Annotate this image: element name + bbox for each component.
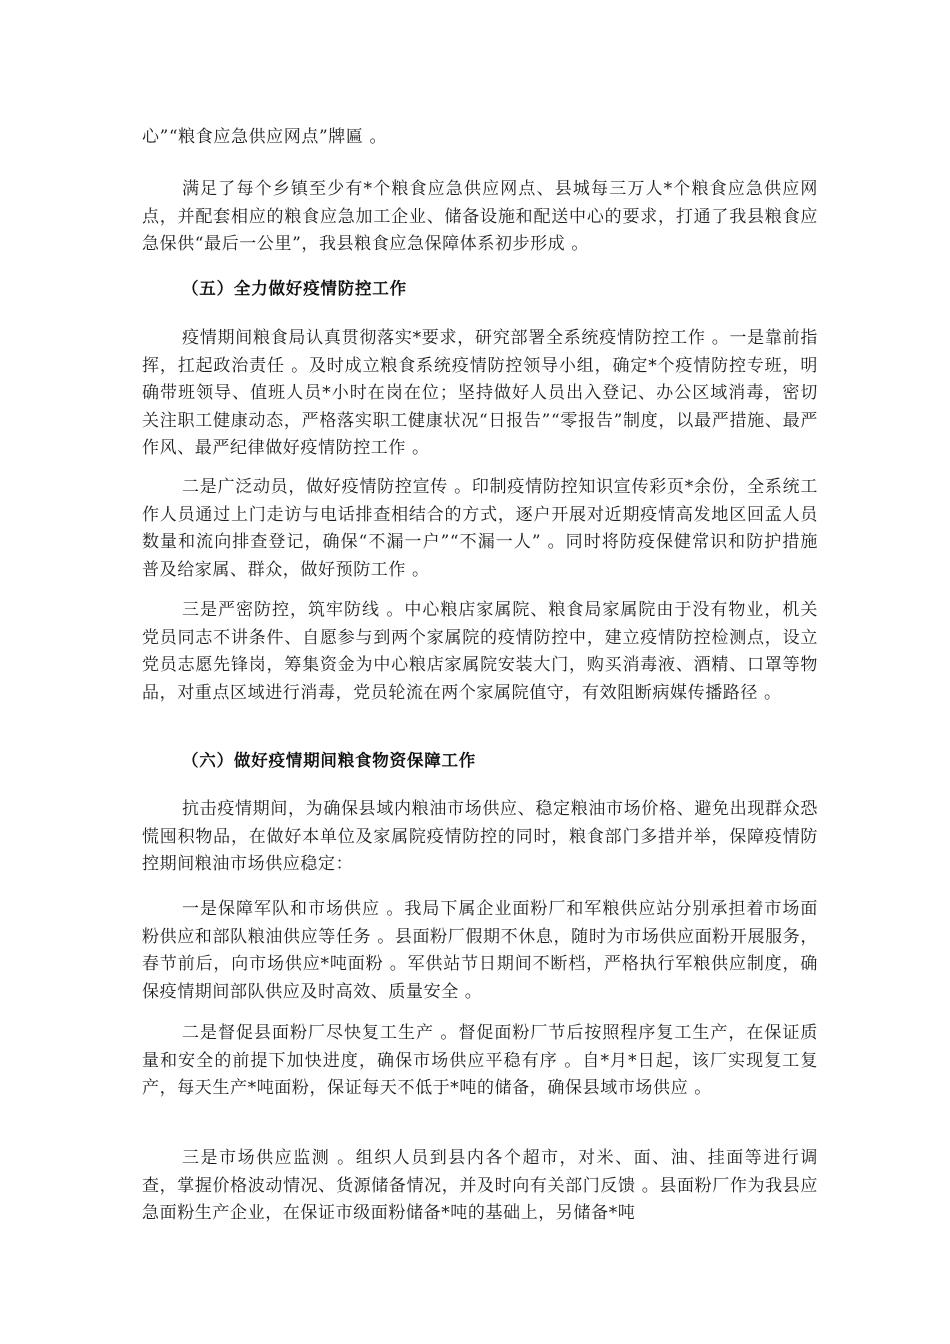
section-heading-6: （六）做好疫情期间粮食物资保障工作 [182, 751, 477, 770]
section-heading-5: （五）全力做好疫情防控工作 [182, 279, 407, 298]
paragraph-s5-deployment: 疫情期间粮食局认真贯彻落实*要求，研究部署全系统疫情防控工作 。一是靠前指挥，扛起政治责任 。及时成立粮食系统疫情防控领导小组，确定*个疫情防控专班，明确带班领导、值班人员*小时在岗在位；坚持做好人员出入登记、办公区域消毒，密切关注职工健康动态，严格落实职工健康状况“日报告”“零报告”制度，以最严措施、最严作风、最严纪律做好疫情防控工作 。 [142, 328, 818, 458]
paragraph-s6-overview: 抗击疫情期间，为确保县域内粮油市场供应、稳定粮油市场价格、避免出现群众恐慌囤积物品，在做好本单位及家属院疫情防控的同时，粮食部门多措并举，保障疫情防控期间粮油市场供应稳定： [142, 799, 818, 874]
paragraph-intro-tail: 心”“粮食应急供应网点”牌匾 。 [142, 127, 388, 147]
paragraph-s5-strict-control: 三是严密防控，筑牢防线 。中心粮店家属院、粮食局家属院由于没有物业，机关党员同志不讲条件、自愿参与到两个家属院的疫情防控中，建立疫情防控检测点，设立党员志愿先锋岗，筹集资金为中心粮店家属院安装大门，购买消毒液、酒精、口罩等物品，对重点区域进行消毒，党员轮流在两个家属院值守，有效阻断病媒传播路径 。 [142, 600, 818, 703]
paragraph-s6-military-market: 一是保障军队和市场供应 。我局下属企业面粉厂和军粮供应站分别承担着市场面粉供应和部队粮油供应等任务 。县面粉厂假期不休息，随时为市场供应面粉开展服务，春节前后，向市场供应*吨面粉 。军供站节日期间不断档，严格执行军粮供应制度，确保疫情期间部队供应及时高效、质量安全 。 [142, 899, 818, 1002]
paragraph-network-summary: 满足了每个乡镇至少有*个粮食应急供应网点、县城每三万人*个粮食应急供应网点，并配套相应的粮食应急加工企业、储备设施和配送中心的要求，打通了我县粮食应急保供“最后一公里”，我县粮食应急保障体系初步形成 。 [142, 179, 818, 254]
paragraph-s5-mobilization: 二是广泛动员，做好疫情防控宣传 。印制疫情防控知识宣传彩页*余份，全系统工作人员通过上门走访与电话排查相结合的方式，逐户开展对近期疫情高发地区回孟人员数量和流向排查登记，确保“不漏一户”“不漏一人” 。同时将防疫保健常识和防护措施普及给家属、群众，做好预防工作 。 [142, 477, 818, 580]
paragraph-s6-resume-production: 二是督促县面粉厂尽快复工生产 。督促面粉厂节后按照程序复工生产，在保证质量和安全的前提下加快进度，确保市场供应平稳有序 。自*月*日起，该厂实现复工复产，每天生产*吨面粉，保证每天不低于*吨的储备，确保县域市场供应 。 [142, 1023, 818, 1098]
paragraph-s6-market-monitoring: 三是市场供应监测 。组织人员到县内各个超市，对米、面、油、挂面等进行调查，掌握价格波动情况、货源储备情况，并及时向有关部门反馈 。县面粉厂作为我县应急面粉生产企业，在保证市级面粉储备*吨的基础上，另储备*吨 [142, 1148, 818, 1223]
